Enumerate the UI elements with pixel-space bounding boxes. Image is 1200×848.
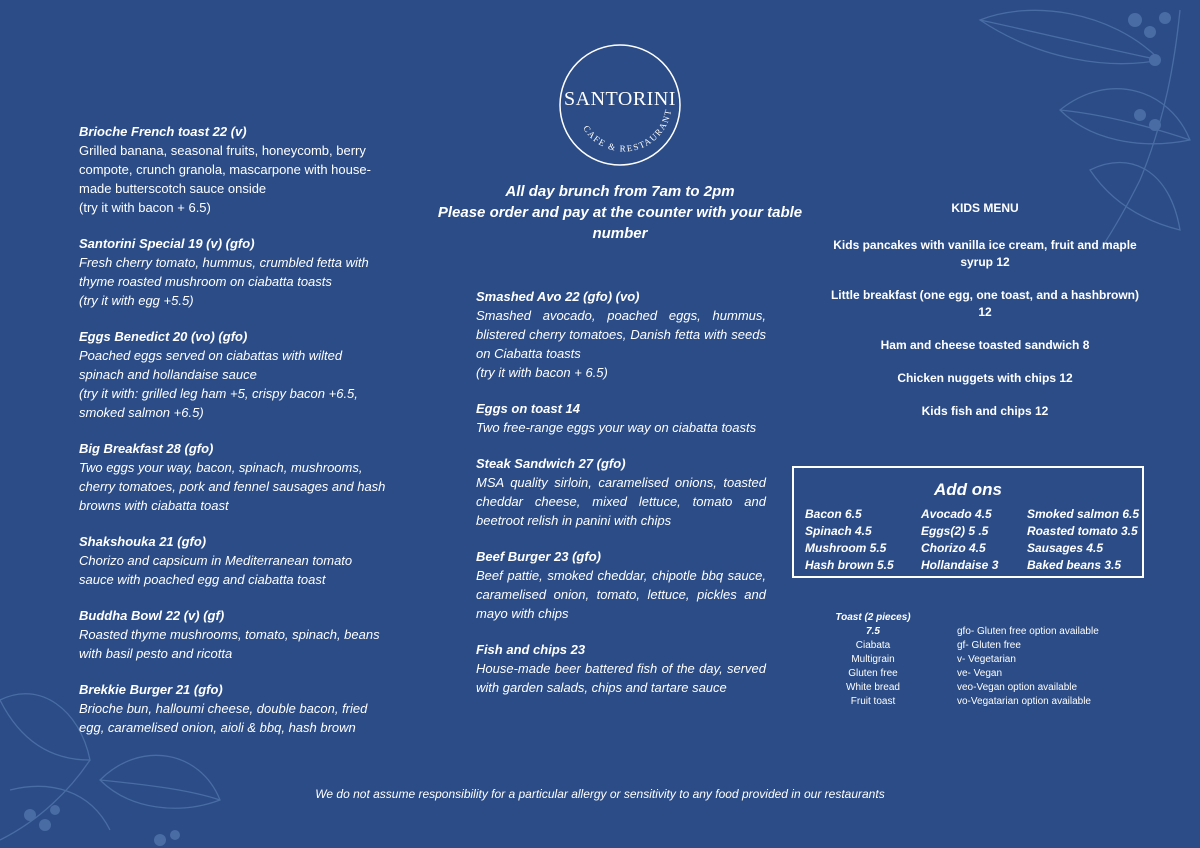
menu-item-description: Beef pattie, smoked cheddar, chipotle bbq sauce, caramelised onion, tomato, lettuce, pickles and mayo with chips xyxy=(476,568,766,621)
addon-item: Roasted tomato 3.5 xyxy=(1027,524,1138,538)
menu-item-title: Eggs Benedict 20 (vo) (gfo) xyxy=(79,329,248,344)
menu-item-title: Shakshouka 21 (gfo) xyxy=(79,534,207,549)
svg-text:CAFE & RESTAURANT xyxy=(581,108,673,154)
menu-item xyxy=(476,640,766,697)
toast-price: 7.5 xyxy=(866,626,880,637)
kids-menu-item: Kids fish and chips 12 xyxy=(921,404,1049,418)
brand-logo xyxy=(555,40,685,170)
menu-item-title: Buddha Bowl 22 (v) (gf) xyxy=(79,608,225,623)
addon-item: Eggs(2) 5 .5 xyxy=(921,524,989,538)
legend-item: ve- Vegan xyxy=(957,668,1003,679)
menu-item-description: Poached eggs served on ciabattas with wilted spinach and hollandaise sauce (try it with: grilled leg ham +5, crispy bacon +6.5, smoked salmon +6.5) xyxy=(79,348,358,420)
addon-item: Avocado 4.5 xyxy=(921,507,992,521)
menu-item-title: Beef Burger 23 (gfo) xyxy=(476,549,601,564)
dietary-legend xyxy=(957,625,1157,709)
menu-item-title: Smashed Avo 22 (gfo) (vo) xyxy=(476,289,640,304)
menu-item-title: Big Breakfast 28 (gfo) xyxy=(79,441,214,456)
kids-menu xyxy=(830,200,1140,436)
menu-item-title: Brekkie Burger 21 (gfo) xyxy=(79,682,223,697)
menu-item-description: House-made beer battered fish of the day, served with garden salads, chips and tartare sauce xyxy=(476,661,766,695)
menu-item-description: MSA quality sirloin, caramelised onions, toasted cheddar cheese, mixed lettuce, tomato and beetroot relish in panini with chips xyxy=(476,475,766,528)
kids-menu-item: Chicken nuggets with chips 12 xyxy=(897,371,1073,385)
toast-item: White bread xyxy=(846,682,900,693)
menu-item-title: Eggs on toast 14 xyxy=(476,401,581,416)
menu-item-title: Brioche French toast 22 (v) xyxy=(79,124,247,139)
logo-subtitle: CAFE & RESTAURANT xyxy=(581,107,674,154)
menu-item-description: Chorizo and capsicum in Mediterranean tomato sauce with poached egg and ciabatta toast xyxy=(79,553,353,587)
legend-item: gfo- Gluten free option available xyxy=(957,626,1099,637)
menu-item-description: Two eggs your way, bacon, spinach, mushrooms, cherry tomatoes, pork and fennel sausages and hash browns with ciabatta toast xyxy=(79,460,386,513)
addon-item: Hash brown 5.5 xyxy=(805,558,894,572)
menu-item xyxy=(476,454,766,530)
toast-options xyxy=(818,611,928,709)
intro-order-note: Please order and pay at the counter with your table number xyxy=(437,204,803,242)
menu-item xyxy=(79,122,389,217)
menu-item xyxy=(79,680,389,737)
menu-item-description: Roasted thyme mushrooms, tomato, spinach, beans with basil pesto and ricotta xyxy=(79,627,380,661)
menu-item-description: Smashed avocado, poached eggs, hummus, blistered cherry tomatoes, Danish fetta with seeds on Ciabatta toasts (try it with bacon + 6.5) xyxy=(476,308,766,380)
toast-item: Fruit toast xyxy=(850,696,896,707)
addon-item: Smoked salmon 6.5 xyxy=(1027,507,1140,521)
addons-box xyxy=(792,466,1144,578)
menu-item-title: Santorini Special 19 (v) (gfo) xyxy=(79,236,255,251)
intro-text xyxy=(420,181,820,244)
kids-menu-title: KIDS MENU xyxy=(951,201,1019,215)
toast-item: Multigrain xyxy=(851,654,895,665)
menu-item xyxy=(79,439,389,515)
addon-item: Spinach 4.5 xyxy=(805,524,872,538)
legend-item: v- Vegetarian xyxy=(957,654,1016,665)
addon-item: Hollandaise 3 xyxy=(921,558,999,572)
addons-list xyxy=(794,506,1142,574)
menu-item-description: Two free-range eggs your way on ciabatta toasts xyxy=(476,420,757,435)
menu-item-description: Brioche bun, halloumi cheese, double bacon, fried egg, caramelised onion, aioli & bbq, hash brown xyxy=(79,701,368,735)
legend-item: gf- Gluten free xyxy=(957,640,1021,651)
menu-item xyxy=(476,399,766,437)
toast-title: Toast (2 pieces) xyxy=(835,612,911,623)
kids-menu-item: Ham and cheese toasted sandwich 8 xyxy=(880,338,1090,352)
menu-item-title: Steak Sandwich 27 (gfo) xyxy=(476,456,626,471)
menu-item xyxy=(476,547,766,623)
logo-name: SANTORINI xyxy=(564,88,676,110)
addon-item: Baked beans 3.5 xyxy=(1027,558,1122,572)
kids-menu-item: Kids pancakes with vanilla ice cream, fruit and maple syrup 12 xyxy=(833,238,1137,269)
menu-item xyxy=(79,532,389,589)
addon-item: Sausages 4.5 xyxy=(1027,541,1104,555)
legend-item: vo-Vegatarian option available xyxy=(957,696,1091,707)
addon-item: Mushroom 5.5 xyxy=(805,541,887,555)
legend-item: veo-Vegan option available xyxy=(957,682,1078,693)
menu-item xyxy=(79,606,389,663)
toast-item: Ciabata xyxy=(855,640,891,651)
addon-item: Bacon 6.5 xyxy=(805,507,862,521)
addon-item: Chorizo 4.5 xyxy=(921,541,986,555)
menu-item-description: Fresh cherry tomato, hummus, crumbled fetta with thyme roasted mushroom on ciabatta toasts (try it with egg +5.5) xyxy=(79,255,369,308)
addons-title: Add ons xyxy=(934,480,1002,499)
menu-item xyxy=(79,234,389,310)
menu-item xyxy=(476,287,766,382)
menu-item-title: Fish and chips 23 xyxy=(476,642,586,657)
menu-column-middle xyxy=(476,287,766,714)
intro-hours: All day brunch from 7am to 2pm xyxy=(505,183,735,200)
menu-item xyxy=(79,327,389,422)
menu-item-description: Grilled banana, seasonal fruits, honeycomb, berry compote, crunch granola, mascarpone with house-made butterscotch sauce onside (try it with bacon + 6.5) xyxy=(79,143,371,215)
kids-menu-item: Little breakfast (one egg, one toast, and a hashbrown) 12 xyxy=(830,288,1140,319)
allergy-disclaimer: We do not assume responsibility for a particular allergy or sensitivity to any food provided in our restaurants xyxy=(315,787,885,801)
toast-item: Gluten free xyxy=(848,668,898,679)
menu-column-left xyxy=(79,122,389,754)
